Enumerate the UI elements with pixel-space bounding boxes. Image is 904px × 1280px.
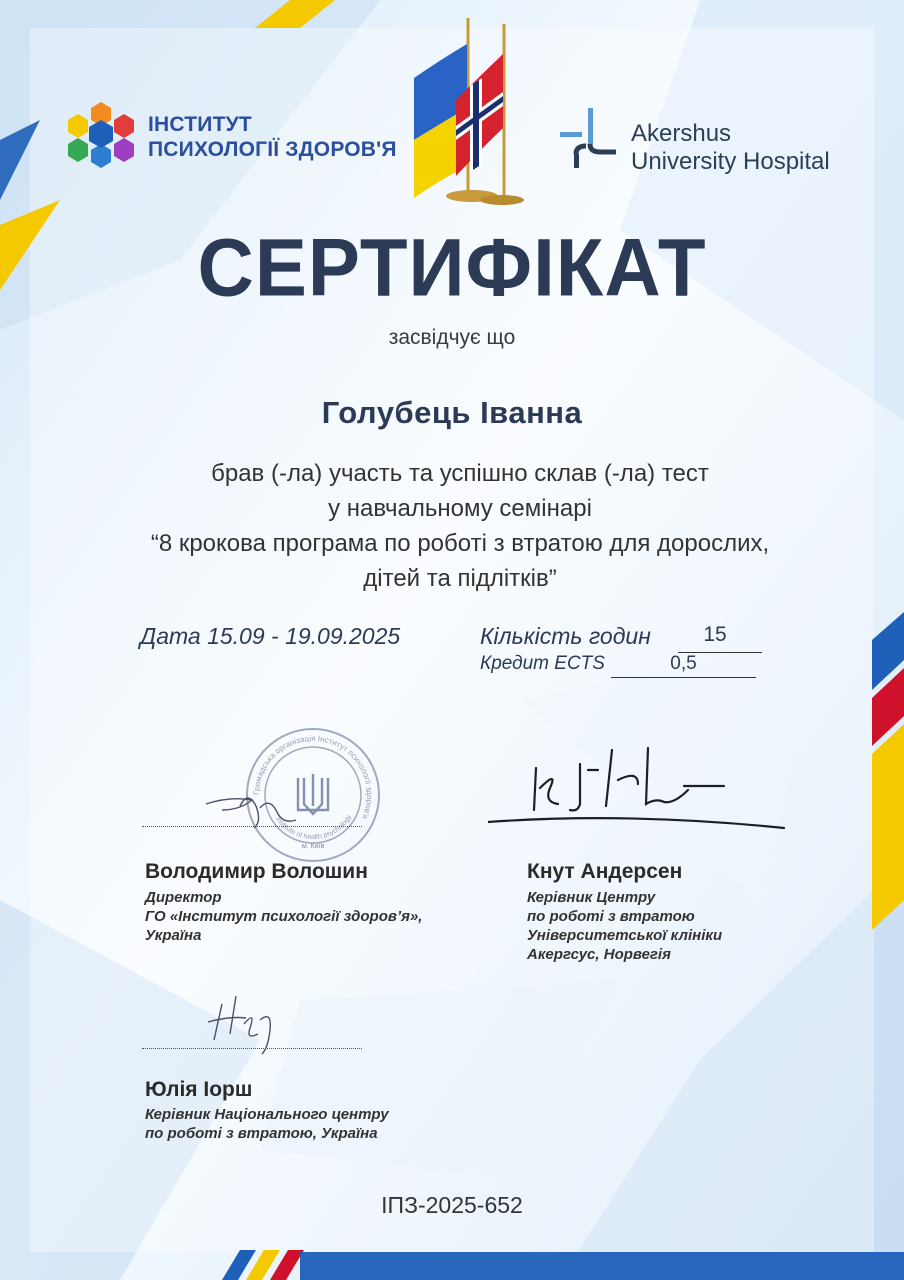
body-line: дітей та підлітків”: [363, 565, 557, 592]
signer-role-line: Університетської клініки: [527, 927, 723, 944]
signer-role-line: по роботі з втратою, Україна: [145, 1125, 378, 1142]
hours-label: Кількість годин: [480, 623, 651, 649]
recipient-name: Голубець Іванна: [321, 395, 583, 430]
signer-2-role: [527, 888, 722, 964]
signer-role-line: Директор: [145, 889, 222, 906]
stamp-ring-text-en: Institute of health psychology: [274, 814, 354, 842]
institute-logo-line2: ПСИХОЛОГІЇ ЗДОРОВ'Я: [148, 138, 397, 161]
signer-role-line: Акергсус, Норвегія: [527, 946, 671, 963]
certificate-id: ІПЗ-2025-652: [381, 1192, 523, 1218]
stamp-city: м. Київ: [301, 843, 325, 850]
colorful-hexagon-flower-icon: [64, 100, 138, 168]
signer-3-role: [145, 1105, 389, 1143]
signer-2-name: Кнут Андерсен: [527, 860, 683, 883]
signature-line-1: [142, 826, 362, 827]
corner-stripes-right: [872, 612, 904, 930]
signer-role-line: по роботі з втратою: [527, 908, 695, 925]
signer-1-name: Володимир Волошин: [145, 860, 368, 883]
ects-value: 0,5: [611, 653, 756, 678]
body-line: у навчальному семінарі: [328, 495, 592, 522]
signer-role-line: ГО «Інститут психології здоров’я»,: [145, 908, 423, 925]
signature-voloshyn: [200, 776, 320, 836]
signer-role-line: Україна: [145, 927, 202, 944]
hospital-logo-line2: University Hospital: [631, 148, 830, 175]
signer-1-role: [145, 888, 422, 945]
signature-line-3: [142, 1048, 362, 1049]
certificate-title: СЕРТИФІКАТ: [197, 220, 707, 314]
institute-logo-line1: ІНСТИТУТ: [148, 113, 252, 136]
signer-role-line: Керівник Центру: [527, 889, 656, 906]
akershus-j-icon: [556, 106, 622, 168]
signer-role-line: Керівник Національного центру: [145, 1106, 389, 1123]
body-line: “8 крокова програма по роботі з втратою для дорослих,: [150, 530, 770, 557]
hospital-logo-line1: Akershus: [631, 120, 732, 147]
course-date: Дата 15.09 - 19.09.2025: [140, 623, 401, 649]
certificate-body: [100, 456, 820, 596]
signature-iorsh: [200, 990, 290, 1060]
signature-andersen: [488, 740, 788, 840]
stamp-ring-text: Громадська організація Інститут психології здоров'я: [251, 733, 375, 821]
body-line: брав (-ла) участь та успішно склав (-ла) тест: [211, 460, 709, 487]
flags-illustration: [410, 16, 530, 206]
certificate-subtitle: засвідчує що: [388, 326, 516, 349]
institute-logo-text: [148, 112, 397, 162]
hospital-logo-text: [631, 120, 830, 176]
ects-label: Кредит ECTS: [480, 653, 605, 674]
bottom-stripes: [222, 1250, 904, 1280]
hours-value: 15: [678, 623, 762, 653]
signer-3-name: Юлія Іорш: [145, 1078, 253, 1101]
